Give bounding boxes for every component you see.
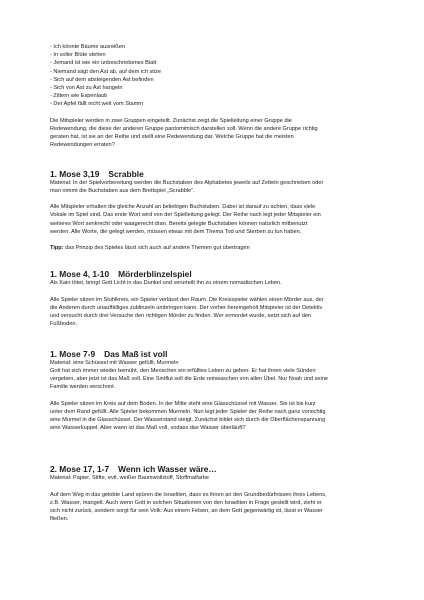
text-line: Material: Papier, Stifte, evtl. weißer Baumwollstoff, Stoffmalfarbe xyxy=(50,475,209,482)
text-line: Fußboden. xyxy=(50,321,78,328)
list-item: - Niemand sägt den Ast ab, auf dem ich sitze xyxy=(50,68,162,75)
section-moerderblinzelspiel xyxy=(50,269,378,328)
bible-reference: 1. Mose 4, 1-10 xyxy=(50,269,110,280)
tip-text: das Prinzip des Spieles lässt sich auch auf andere Themen gut übertragen xyxy=(63,245,250,252)
section-title: Wenn ich Wasser wäre… xyxy=(118,464,217,475)
list-item: - Jemand ist wie ein unbeschriebenes Blatt xyxy=(50,60,157,67)
text-line: eine Murmel in die Glasschüssel. Der Wasserstand steigt. Zunächst bildet sich durch die Oberflächenspannung xyxy=(50,417,326,424)
section-title: Mörderblinzelspiel xyxy=(118,269,192,280)
section-heading xyxy=(50,269,378,279)
text-line: Vokale im Spiel sind. Das erste Wort wird von der Spielleitung gelegt. Der Reihe nach legt jeder Mitspieler ein xyxy=(50,212,321,219)
text-line: Alle Mitspieler erhalten die gleiche Anzahl an beliebigen Buchstaben. Dabei ist darauf zu achten, dass viele xyxy=(50,204,316,211)
list-item: - Zittern wie Espenlaub xyxy=(50,93,108,100)
text-line: werden. Alle Worte, die gelegt werden, müssen etwas mit dem Thema Tod und Sterben zu tun haben. xyxy=(50,228,302,235)
list-item: - In voller Blüte stehen xyxy=(50,52,106,59)
tip-label: Tipp: xyxy=(50,245,64,252)
text-line: eine Wasserkuppel. Aber wann ist das Maß voll, sodass das Wasser überläuft? xyxy=(50,425,246,432)
text-line: unter dem Rand gefüllt. Alle Spieler bekommen Murmeln. Nun legt jeder Spieler der Reihe nach ganz vorsichtig xyxy=(50,408,326,415)
section-das-mass-ist-voll xyxy=(50,349,378,433)
text-line: weiteres Wort senkrecht oder waagerecht dran. Bereits gelegte Buchstaben können natürlich mitbenutzt xyxy=(50,220,308,227)
section-heading xyxy=(50,169,378,179)
intro-paragraph xyxy=(50,117,378,150)
section-heading xyxy=(50,349,378,359)
text-line: Material: eine Schüssel mit Wasser gefüllt, Murmeln xyxy=(50,359,179,366)
text-line: Material: In der Spielvorbereitung werden die Buchstaben des Alphabetes jeweils auf Zetteln geschrieben oder xyxy=(50,179,324,186)
text-line: Alle Spieler sitzen im Stuhlkreis, ein Spieler verlässt den Raum. Die Kreisspieler wählen einen Mörder aus, der xyxy=(50,296,324,303)
list-item: - Der Apfel fällt nicht weit vom Stamm xyxy=(50,101,143,108)
bible-reference: 2. Mose 17, 1-7 xyxy=(50,464,110,475)
idiom-list xyxy=(50,43,378,109)
tip-line xyxy=(50,244,378,252)
section-title: Das Maß ist voll xyxy=(104,348,168,359)
text-line: geraten hat, ist sie an der Reihe und stellt eine Redewendung dar. Welche Gruppe hat die meisten xyxy=(50,134,294,141)
section-scrabble xyxy=(50,169,378,253)
text-line: z.B. Wasser, mangelt. Auch wenn Gott in solchen Situationen von den Israeliten in Frage gestellt wird, zieht er xyxy=(50,500,322,507)
text-line: Alle Spieler sitzen im Kreis auf dem Boden. In der Mitte steht eine Glasschüssel mit Wasser. Sie ist bis kurz xyxy=(50,400,316,407)
list-item: - Sich von Ast zu Ast hangeln xyxy=(50,85,123,92)
list-item: - Ich könnte Bäume ausreißen xyxy=(50,44,125,50)
section-wenn-ich-wasser-waere xyxy=(50,464,378,523)
list-item: - Sich auf dem absteigenden Ast befinden xyxy=(50,76,154,83)
text-line: Auf dem Weg in das gelobte Land spüren die Israeliten, dass es ihnen an den Grundbedürfnissen ihres Lebens, xyxy=(50,491,327,498)
text-line: man nimmt die Buchstaben aus dem Brettspiel „Scrabble“. xyxy=(50,187,195,194)
text-line: Als Kain tötet, bringt Gott Licht in das Dunkel und verurteilt ihn zu einem nomadischen Leben. xyxy=(50,280,282,287)
text-line: und versucht durch drei Versuche den richtigen Mörder zu finden. Wer ermordet wurde, setzt sich auf den xyxy=(50,313,312,320)
text-line: sich nicht zurück, sondern sorgt für sein Volk: Aus einem Felsen, an dem Gott gegenwärtig ist, lässt er Wasser xyxy=(50,508,323,515)
spacer xyxy=(50,109,378,117)
section-title: Scrabble xyxy=(108,168,144,179)
text-line: Die Mitspieler werden in zwei Gruppen eingeteilt. Zunächst zeigt die Spielleitung einer Gruppe die xyxy=(50,117,292,124)
text-line: fließen. xyxy=(50,516,69,523)
text-line: Gott hat sich immer wieder bemüht, den Menschen ein erfülltes Leben zu geben. Er hat ihnen viele Sünden xyxy=(50,367,316,374)
text-line: Redewendung, die diese der anderen Gruppe pantomimisch darstellen soll. Wenn die andere Gruppe richtig xyxy=(50,126,318,133)
text-line: Familie werden verschont. xyxy=(50,384,116,391)
text-line: Redewendungen erraten? xyxy=(50,142,115,149)
text-line: vergeben, aber jetzt ist das Maß voll. Eine Sintflut soll die Erde reinwaschen von allen Übel. Nur Noah und seine xyxy=(50,376,328,383)
text-line: die Anderen durch unauffälliges zublinzeln umbringen kann. Der vorher hereingeholt Mitspieler ist der Detektiv xyxy=(50,305,323,312)
bible-reference: 1. Mose 7-9 xyxy=(50,348,96,359)
bible-reference: 1. Mose 3,19 xyxy=(50,168,100,179)
section-heading xyxy=(50,464,378,474)
